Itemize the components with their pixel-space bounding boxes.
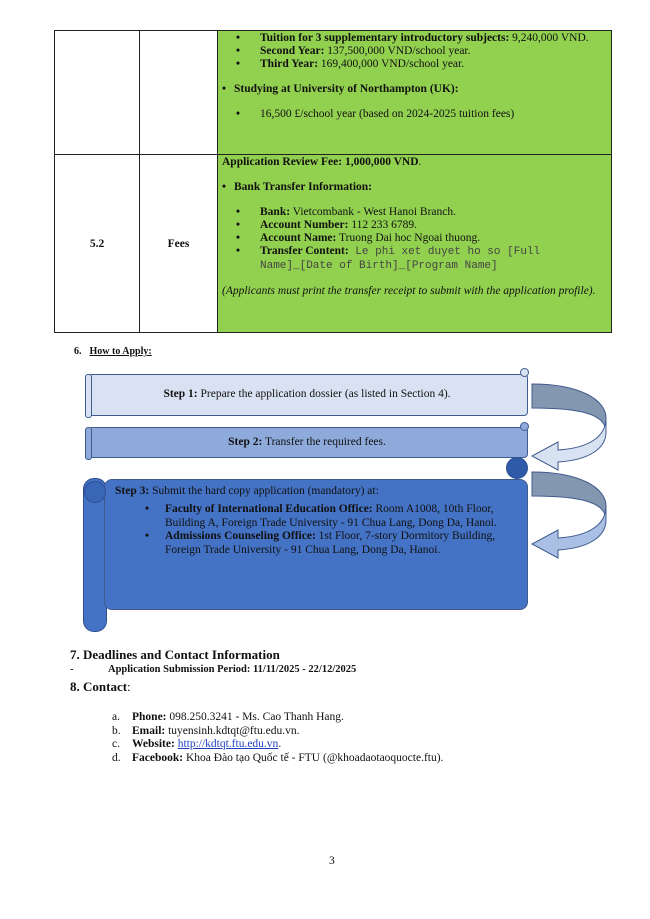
- fees-table: [54, 30, 612, 333]
- page-number: 3: [329, 855, 335, 867]
- list-item: • Account Number: 112 233 6789.: [260, 219, 605, 232]
- table-cell-number: [55, 31, 140, 155]
- submission-period: - Application Submission Period: 11/11/2025 - 22/12/2025: [70, 664, 357, 675]
- scroll-curl: [84, 481, 106, 503]
- northampton-fee: • 16,500 £/school year (based on 2024-2025 tuition fees): [260, 108, 605, 121]
- fees-cell: [218, 155, 612, 333]
- step3-box: [104, 479, 528, 610]
- deadlines-heading: 7. Deadlines and Contact Information: [70, 647, 280, 662]
- flow-arrows: [520, 370, 615, 570]
- tuition-list: [222, 32, 605, 71]
- step3-text: Step 3: Submit the hard copy application (mandatory) at:: [115, 485, 379, 497]
- tuition-cell: [218, 31, 612, 155]
- step1-text: Step 1: Prepare the application dossier (as listed in Section 4).: [163, 388, 451, 400]
- receipt-note: (Applicants must print the transfer receipt to submit with the application profile).: [222, 285, 596, 297]
- list-item: • Account Name: Truong Dai hoc Ngoai thuong.: [260, 232, 605, 245]
- curved-arrow-icon: [532, 472, 606, 558]
- table-cell-title: [140, 31, 218, 155]
- section-number: 5.2: [55, 155, 140, 333]
- step2-text: Step 2: Transfer the required fees.: [228, 436, 386, 448]
- list-item: • Bank: Vietcombank - West Hanoi Branch.: [260, 206, 605, 219]
- list-item: • Admissions Counseling Office: 1st Floor, 7-story Dormitory Building, Foreign Trade University - 91 Chua Lang, Dong Da, Hanoi.: [165, 530, 515, 557]
- list-item: • Faculty of International Education Office: Room A1008, 10th Floor, Building A, Foreign Trade University - 91 Chua Lang, Dong Da, Hanoi.: [165, 503, 515, 530]
- website-link[interactable]: http://kdtqt.ftu.edu.vn: [177, 738, 279, 750]
- bank-list: [222, 206, 605, 273]
- contact-list: [112, 711, 443, 765]
- list-item: • Second Year: 137,500,000 VND/school year.: [260, 45, 605, 58]
- northampton-heading: • Studying at University of Northampton (UK):: [222, 83, 605, 96]
- contact-facebook: d. Facebook: Khoa Đào tạo Quốc tế - FTU (@khoadaotaoquocte.ftu).: [112, 751, 444, 764]
- bank-heading: • Bank Transfer Information:: [222, 181, 605, 194]
- list-item: • Third Year: 169,400,000 VND/school year.: [260, 58, 605, 71]
- contact-website: c. Website: http://kdtqt.ftu.edu.vn.: [112, 738, 282, 750]
- office-list: [115, 503, 515, 557]
- section-title: Fees: [140, 155, 218, 333]
- contact-phone: a. Phone: 098.250.3241 - Ms. Cao Thanh Hang.: [112, 711, 344, 723]
- contact-email: b. Email: tuyensinh.kdtqt@ftu.edu.vn.: [112, 724, 300, 737]
- how-to-apply-heading: 6. How to Apply:: [74, 346, 152, 357]
- table-row: [55, 155, 612, 333]
- curved-arrow-icon: [532, 384, 606, 470]
- contact-heading: 8. Contact:: [70, 679, 131, 694]
- list-item: • Transfer Content: Le phi xet duyet ho so [Full Name]_[Date of Birth]_[Program Name]: [260, 245, 605, 273]
- table-row: [55, 31, 612, 155]
- review-fee: Application Review Fee: 1,000,000 VND.: [222, 156, 422, 168]
- list-item: • Tuition for 3 supplementary introductory subjects: 9,240,000 VND.: [260, 32, 605, 45]
